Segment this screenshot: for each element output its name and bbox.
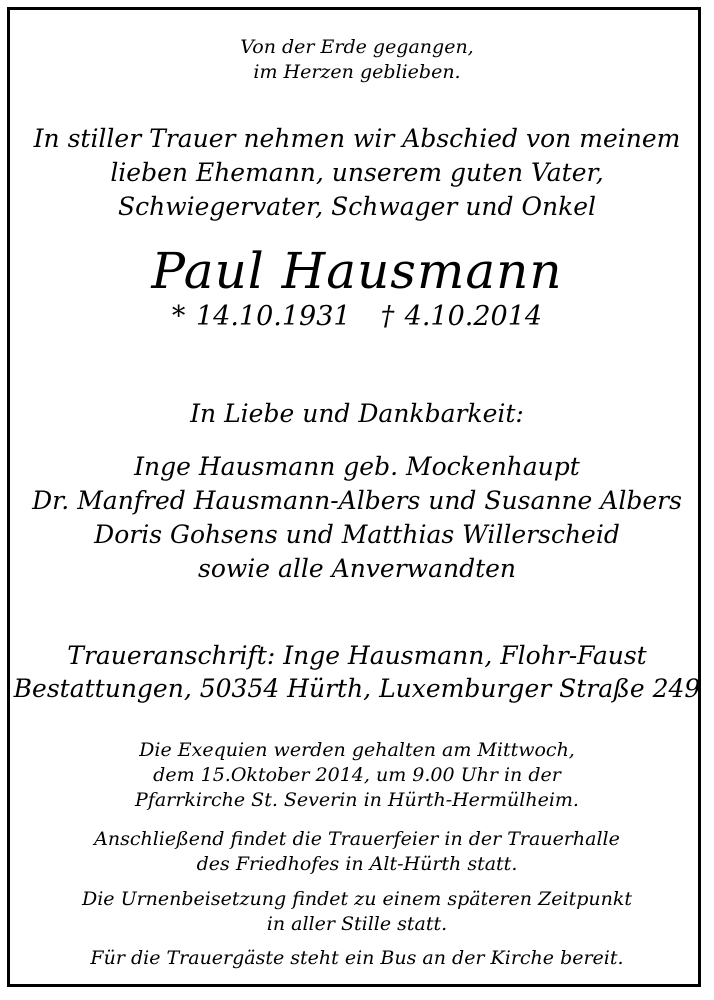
- service-line-7: in aller Stille statt.: [266, 913, 448, 935]
- intro-line-2: lieben Ehemann, unserem guten Vater,: [110, 158, 604, 187]
- family-line-1: Inge Hausmann geb. Mockenhaupt: [134, 452, 580, 481]
- life-dates: [0, 301, 714, 333]
- family-line-4: sowie alle Anverwandten: [197, 554, 517, 583]
- family-line-3: Doris Gohsens und Matthias Willerscheid: [94, 520, 620, 549]
- service-line-1: Die Exequien werden gehalten am Mittwoch,: [139, 739, 575, 761]
- thanks-heading: In Liebe und Dankbarkeit:: [190, 399, 524, 428]
- deceased-name: Paul Hausmann: [151, 242, 563, 300]
- intro-line-3: Schwiegervater, Schwager und Onkel: [117, 192, 597, 221]
- service-line-5: des Friedhofes in Alt-Hürth statt.: [196, 853, 518, 875]
- service-line-3: Pfarrkirche St. Severin in Hürth-Hermülheim.: [135, 789, 579, 811]
- birth-date: * 14.10.1931: [171, 301, 351, 332]
- motto-line-2: im Herzen geblieben.: [253, 61, 461, 83]
- address-line-1: Traueranschrift: Inge Hausmann, Flohr-Faust: [67, 641, 647, 670]
- motto-line-1: Von der Erde gegangen,: [240, 36, 474, 58]
- death-date: † 4.10.2014: [380, 301, 543, 332]
- family-line-2: Dr. Manfred Hausmann-Albers und Susanne Albers: [32, 486, 682, 515]
- service-line-6: Die Urnenbeisetzung findet zu einem späteren Zeitpunkt: [81, 888, 632, 910]
- address-line-2: Bestattungen, 50354 Hürth, Luxemburger Straße 249: [13, 674, 701, 703]
- service-line-4: Anschließend findet die Trauerfeier in der Trauerhalle: [94, 828, 620, 850]
- service-line-8: Für die Trauergäste steht ein Bus an der Kirche bereit.: [90, 947, 624, 969]
- intro-line-1: In stiller Trauer nehmen wir Abschied von meinem: [33, 124, 681, 153]
- service-line-2: dem 15.Oktober 2014, um 9.00 Uhr in der: [153, 764, 561, 786]
